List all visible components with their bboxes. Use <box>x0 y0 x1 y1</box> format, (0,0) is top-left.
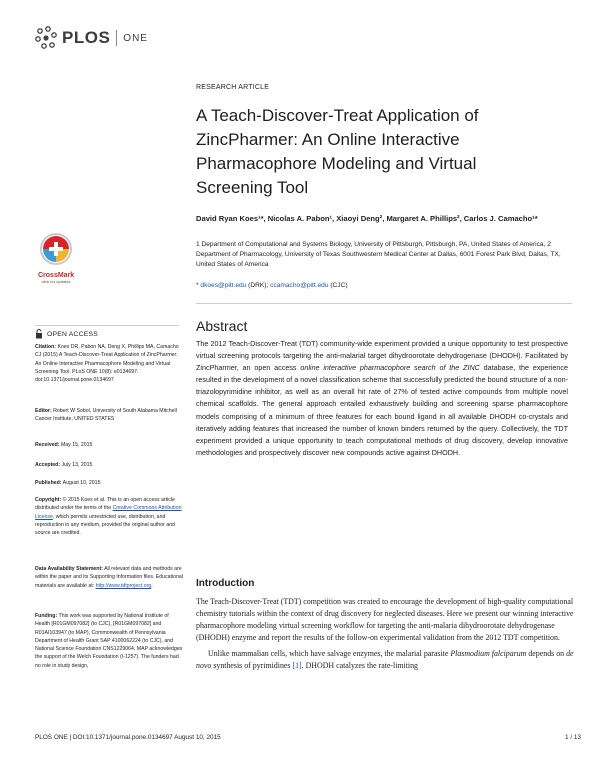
accepted-block <box>35 461 183 469</box>
page-number: 1 / 13 <box>565 734 581 741</box>
copyright-text: © 2015 Koes et al. This is an open access article distributed under the terms of the <box>35 497 175 512</box>
introduction-heading: Introduction <box>196 578 255 589</box>
affiliations <box>196 240 576 270</box>
footer-citation: PLOS ONE | DOI:10.1371/journal.pone.0134697 August 10, 2015 <box>35 734 221 741</box>
intro-p2-d: . DHODH catalyzes the rate-limiting <box>301 661 419 671</box>
affiliation-text: 1 Department of Computational and Systems Biology, University of Pittsburgh, Pittsburgh, PA, United States of America, 2 Department of Pharmacology, University of Texas Southwestern Medical Center at Dallas, 6001 Forest Park Blvd, Dallas, TX, United States of America <box>196 241 561 268</box>
logo-separator <box>116 30 117 46</box>
editor-label: Editor: <box>35 408 52 414</box>
open-access-label: OPEN ACCESS <box>47 330 98 338</box>
contact-suffix: (CJC) <box>328 282 348 289</box>
header-divider <box>196 303 572 304</box>
email-link-koes[interactable]: dkoes@pitt.edu <box>200 282 247 289</box>
journal-name: ONE <box>123 32 148 44</box>
page-footer <box>35 734 581 741</box>
copyright-text-end: , which permits unrestricted use, distribution, and reproduction in any medium, provided the original author and source are credited. <box>35 513 175 537</box>
abstract-heading: Abstract <box>196 318 248 334</box>
email-link-camacho[interactable]: ccamacho@pitt.edu <box>270 282 329 289</box>
editor-block <box>35 407 183 424</box>
intro-p2-a: Unlike mammalian cells, which have salvage enzymes, the malarial parasite <box>208 649 451 659</box>
received-block <box>35 441 183 449</box>
license-link[interactable]: Creative Commons Attribution License <box>35 505 182 520</box>
journal-logo[interactable] <box>34 26 148 50</box>
crossmark-sub: click for updates <box>41 279 71 284</box>
accepted-date: July 13, 2015 <box>60 462 93 468</box>
article-title: A Teach-Discover-Treat Application of ZincPharmer: An Online Interactive Pharmacophore Modeling and Virtual Screening Tool <box>196 106 479 197</box>
copyright-block <box>35 496 183 537</box>
crossmark-icon <box>38 232 74 266</box>
funding-block <box>35 612 183 670</box>
author-list: David Ryan Koes¹*, Nicolas A. Pabon¹, Xiaoyi Deng², Margaret A. Phillips², Carlos J. Camacho¹* <box>196 214 538 223</box>
intro-p2-denovo: de novo <box>196 649 574 671</box>
published-label: Published: <box>35 480 62 486</box>
editor-text: Robert W Sobol, University of South Alabama Mitchell Cancer Institute, UNITED STATES <box>35 408 177 423</box>
introduction-body <box>196 596 574 673</box>
reference-link-1[interactable]: [1] <box>292 661 302 671</box>
citation-block <box>35 343 183 384</box>
published-block <box>35 479 183 487</box>
logo-text: PLOS <box>62 28 111 47</box>
abstract-body <box>196 338 568 459</box>
contact-mid: (DRK); <box>246 282 271 289</box>
received-date: May 15, 2015 <box>59 442 93 448</box>
abstract-text-2: database, the experience resulted in the development of a novel classification scheme that successfully predicted the bound structure of a non-triazolopyrimidine inhibitor, as well as an overall hit rate of 27% of tested active compounds from multiple novel chemical scaffolds. The general approach entailed exhaustively building and screening sparse pharmacophore models comprising of a minimum of three features for each bound ligand in all available DHODH co-crystals and iteratively adding features that increased the number of known binders returned by the query. Collectively, the TDT experiment provided a unique opportunity to teach computational methods of drug discovery, develop innovative methodologies and prospectively discover new compounds active against DHODH. <box>196 363 568 457</box>
copyright-label: Copyright: <box>35 497 62 503</box>
intro-paragraph-1: The Teach-Discover-Treat (TDT) competition was created to encourage the development of high-quality computational chemistry tutorials within the context of drug discovery for neglected diseases. Here we present our winning interactive pharmacophore modeling virtual screening workflow for targeting the anti-malaria dihydroorotate dehydrogenase (DHODH) enzyme and report the results of the follow-on experimental validation from the 2012 TDT competition. <box>196 597 574 643</box>
accepted-label: Accepted: <box>35 462 61 468</box>
abstract-italic: online interactive pharmacophore search of the ZINC <box>300 363 480 373</box>
funding-text: This work was supported by National Institute of Health [R01GM097082] (to CJC), [R01GM097082] and R01AI103947 (to MAP), Commonwealth of Pennsylvania Department of Health Grant SAP 4100062224 (to CJC), and National Science Foundation CNS1229064. MAP acknowledges the support of the Welch Foundation (I-1257). The funders had no role in study design, <box>35 613 183 669</box>
received-label: Received: <box>35 442 60 448</box>
published-date: August 10, 2015 <box>61 480 101 486</box>
open-access-badge <box>35 329 98 339</box>
corresponding-contact <box>196 282 348 289</box>
citation-text: Koes DR, Pabon NA, Deng X, Phillips MA, Camacho CJ (2015) A Teach-Discover-Treat Application of ZincPharmer: An Online Interactive Pharmacophore Modeling and Virtual Screening Tool. PLoS ONE 10(8): e0134697. doi:10.1371/journal.pone.0134697 <box>35 344 179 384</box>
crossmark-label: CrossMark <box>38 272 75 279</box>
crossmark-badge[interactable] <box>38 232 74 284</box>
intro-p2-b: depends on <box>526 649 567 659</box>
open-lock-icon <box>35 329 43 339</box>
tdt-project-link[interactable]: http://www.tdtproject.org <box>95 582 152 589</box>
article-type-label: RESEARCH ARTICLE <box>196 84 270 91</box>
funding-label: Funding: <box>35 613 58 619</box>
intro-p2-species: Plasmodium falciparum <box>450 649 527 659</box>
data-availability-end: . <box>151 582 153 589</box>
citation-label: Citation: <box>35 344 57 350</box>
data-availability-label: Data Availability Statement: <box>35 566 103 572</box>
data-availability-text: All relevant data and methods are within the paper and its Supporting Information files. Educational materials are available at: <box>35 566 183 589</box>
abstract-text-1: The 2012 Teach-Discover-Treat (TDT) community-wide experiment provided a unique opportunity to test prospective virtual screening protocols targeting the anti-malarial target dihydroorotate dehydrogenase (DHODH). Facilitated by ZincPharmer, an open access <box>196 339 568 373</box>
sidebar-divider <box>35 325 179 326</box>
data-availability-block <box>35 565 183 590</box>
plos-logo-icon <box>34 26 60 50</box>
intro-p2-c: synthesis of pyrimidines <box>211 661 293 671</box>
intro-paragraph-2 <box>196 648 574 672</box>
contact-prefix: * <box>196 282 201 289</box>
